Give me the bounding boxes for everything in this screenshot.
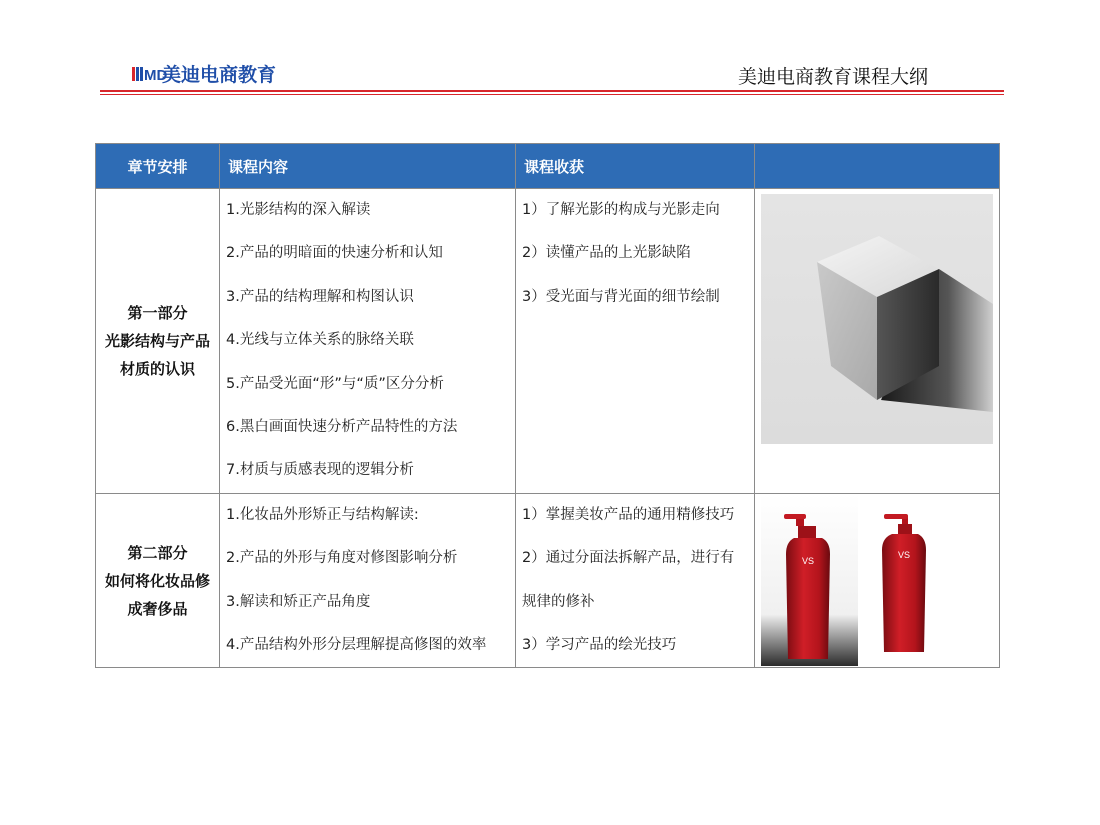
section-cell [96, 493, 220, 668]
content-item: 2.产品的明暗面的快速分析和认知 [226, 245, 443, 262]
course-outline-table [95, 143, 1000, 668]
gain-item: 3）受光面与背光面的细节绘制 [522, 288, 720, 305]
image-cell [755, 189, 1000, 494]
md-logo-icon [132, 64, 168, 84]
section-subtitle: 材质的认识 [119, 359, 195, 378]
gains-cell [516, 493, 755, 668]
document-title: 美迪电商教育课程大纲 [737, 66, 928, 88]
content-item: 4.光线与立体关系的脉络关联 [226, 332, 414, 349]
header-image [755, 144, 1000, 189]
grey-cube-photo [761, 194, 993, 444]
content-item: 5.产品受光面“形”与“质”区分分析 [226, 375, 444, 392]
content-item: 2.产品的外形与角度对修图影响分析 [226, 550, 458, 567]
header-content: 课程内容 [220, 144, 516, 189]
section-title: 第二部分 [127, 543, 188, 562]
gains-cell [516, 189, 755, 494]
svg-text:VS: VS [801, 555, 814, 566]
content-item: 1.化妆品外形矫正与结构解读: [226, 506, 419, 523]
section-subtitle: 成奢侈品 [127, 599, 188, 618]
gain-item: 3）学习产品的绘光技巧 [522, 636, 677, 653]
table-row [96, 189, 1000, 494]
table-row [96, 493, 1000, 668]
gain-item: 1）了解光影的构成与光影走向 [522, 202, 720, 218]
header-rule-thin [100, 94, 1004, 95]
gain-item: 2）通过分面法拆解产品，进行有 [522, 550, 735, 567]
svg-text:MD: MD [144, 66, 168, 84]
svg-text:VS: VS [897, 549, 910, 560]
gain-item: 1）掌握美妆产品的通用精修技巧 [522, 506, 735, 523]
section-cell [96, 189, 220, 494]
content-item: 7.材质与质感表现的逻辑分析 [226, 462, 414, 479]
content-cell [220, 493, 516, 668]
header-gains: 课程收获 [516, 144, 755, 189]
image-cell [755, 493, 1000, 668]
gain-item: 规律的修补 [522, 593, 595, 610]
table-header-row [96, 144, 1000, 189]
content-cell [220, 189, 516, 494]
brand-logo [132, 60, 276, 87]
red-bottle-photos [756, 494, 999, 666]
content-item: 4.产品结构外形分层理解提高修图的效率 [226, 636, 487, 653]
header-section: 章节安排 [96, 144, 220, 189]
content-item: 3.产品的结构理解和构图认识 [226, 288, 414, 305]
content-item: 1.光影结构的深入解读 [226, 202, 371, 218]
gain-item: 2）读懂产品的上光影缺陷 [522, 245, 691, 262]
logo-text: 美迪电商教育 [162, 64, 277, 86]
section-subtitle: 如何将化妆品修 [104, 571, 210, 590]
content-item: 3.解读和矫正产品角度 [226, 593, 371, 610]
section-subtitle: 光影结构与产品 [104, 331, 210, 350]
section-title: 第一部分 [127, 303, 188, 322]
content-item: 6.黑白画面快速分析产品特性的方法 [226, 418, 458, 435]
header-rule [100, 90, 1004, 92]
